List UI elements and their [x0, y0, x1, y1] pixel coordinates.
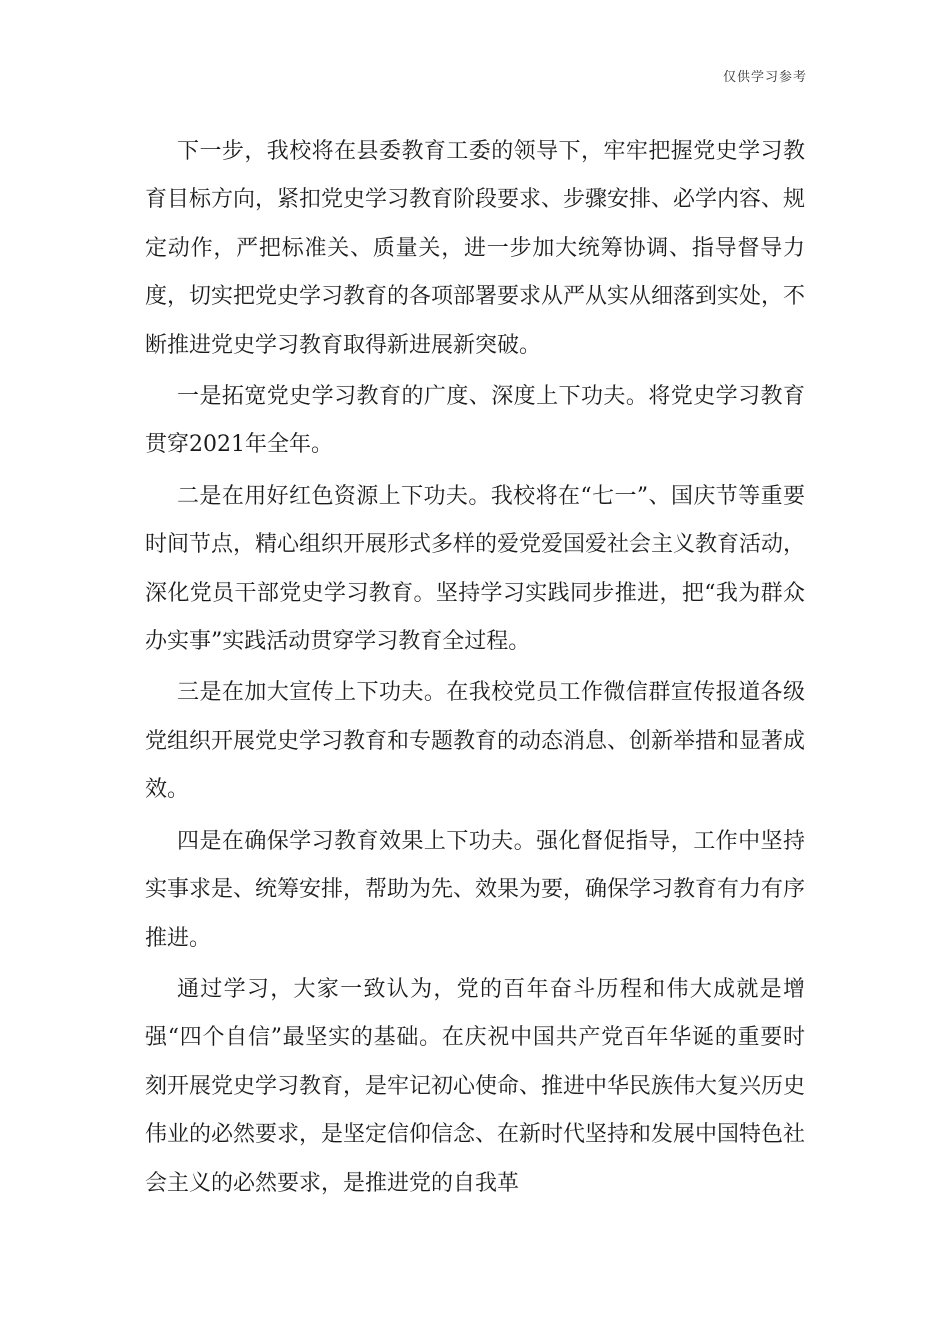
header-note: 仅供学习参考 [722, 70, 807, 85]
paragraph-next-step: 下一步，我校将在县委教育工委的领导下，牢牢把握党史学习教育目标方向，紧扣党史学习教育阶段要求、步骤安排、必学内容、规定动作，严把标准关、质量关，进一步加大统筹协调、指导督导力度，切实把党史学习教育的各项部署要求从严从实从细落到实处，不断推进党史学习教育取得新进展新突破。 [145, 139, 806, 358]
paragraph-point-one: 一是拓宽党史学习教育的广度、深度上下功夫。将党史学习教育贯穿2021年全年。 [145, 384, 805, 458]
paragraph-point-four: 四是在确保学习教育效果上下功夫。强化督促指导，工作中坚持实事求是、统筹安排，帮助为先、效果为要，确保学习教育有力有序推进。 [145, 828, 806, 951]
paragraph-point-three: 三是在加大宣传上下功夫。在我校党员工作微信群宣传报道各级党组织开展党史学习教育和专题教育的动态消息、创新举措和显著成效。 [145, 680, 806, 803]
document-body [145, 128, 805, 1211]
paragraph-conclusion: 通过学习，大家一致认为，党的百年奋斗历程和伟大成就是增强“四个自信”最坚实的基础。在庆祝中国共产党百年华诞的重要时刻开展党史学习教育，是牢记初心使命、推进中华民族伟大复兴历史伟业的必然要求，是坚定信仰信念、在新时代坚持和发展中国特色社会主义的必然要求，是推进党的自我革 [145, 976, 806, 1196]
paragraph-point-two: 二是在用好红色资源上下功夫。我校将在“七一”、国庆节等重要时间节点，精心组织开展形式多样的爱党爱国爱社会主义教育活动，深化党员干部党史学习教育。坚持学习实践同步推进，把“我为群众办实事”实践活动贯穿学习教育全过程。 [145, 483, 806, 655]
